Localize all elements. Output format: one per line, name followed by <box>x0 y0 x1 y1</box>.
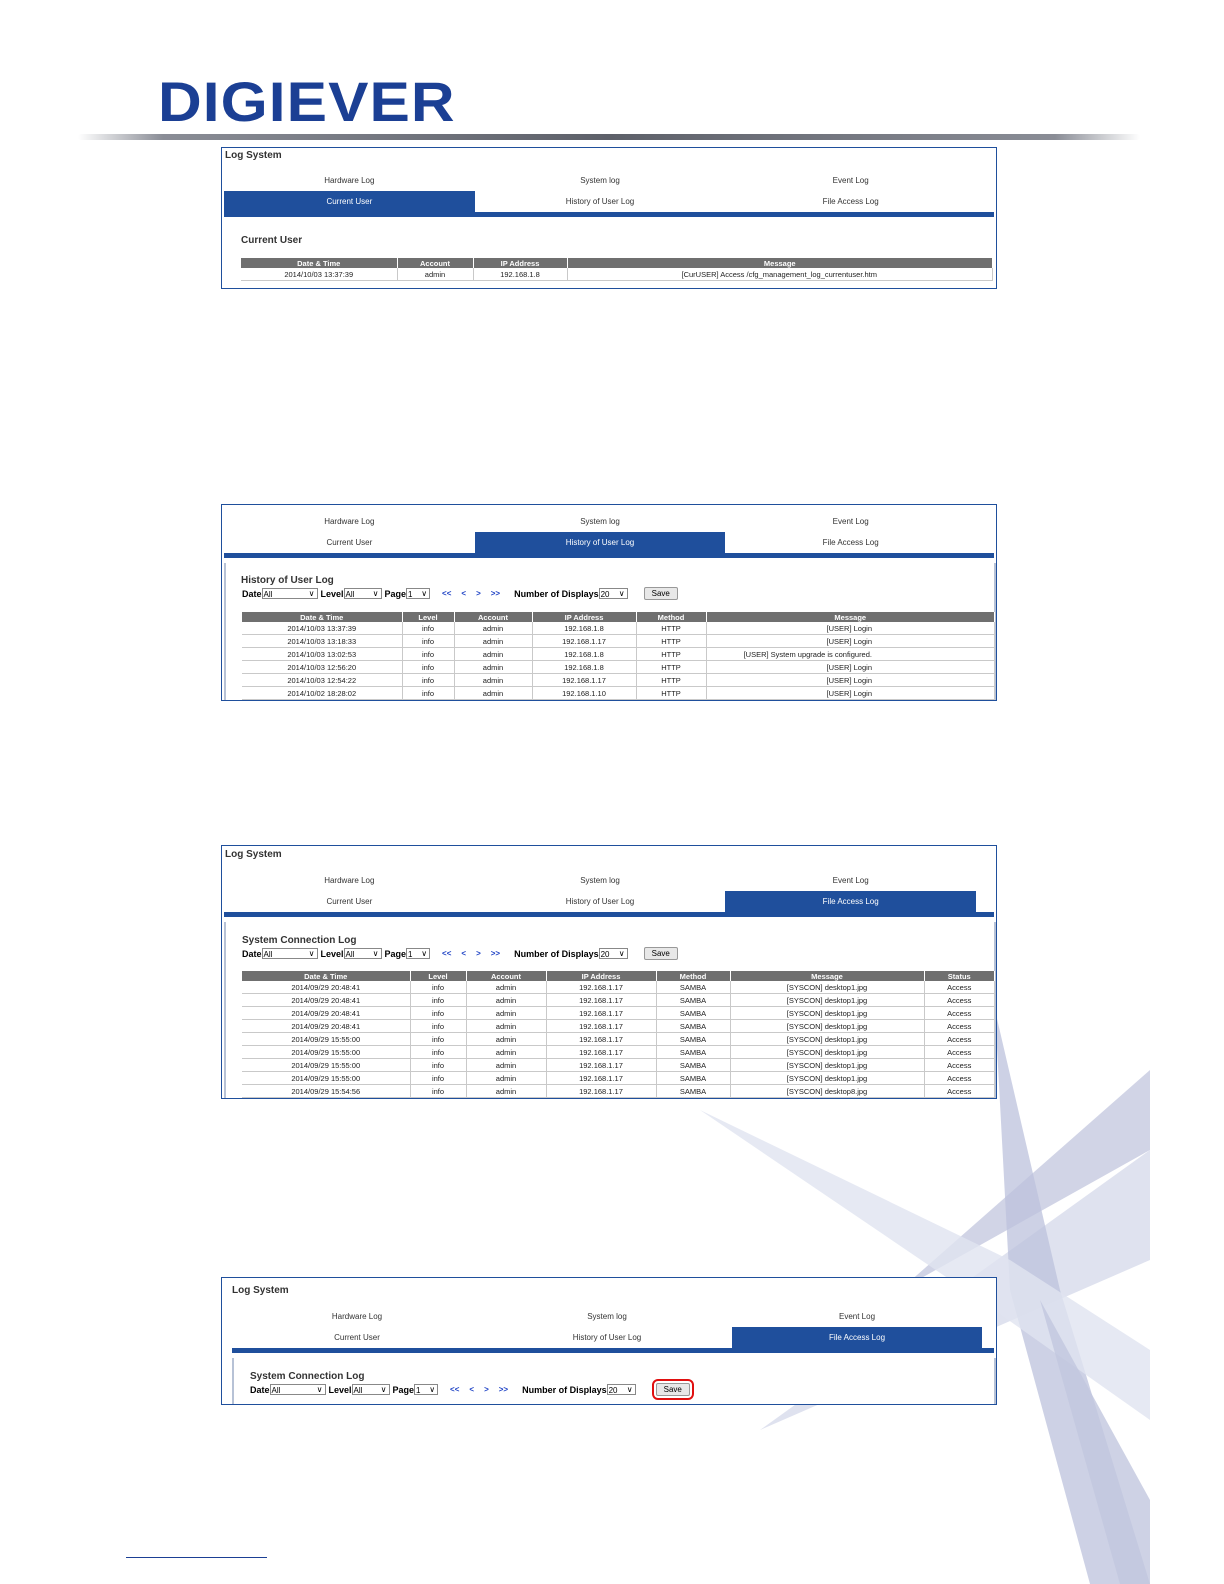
number-of-displays-select[interactable]: 20 ∨ <box>599 588 628 599</box>
table-cell: [SYSCON] desktop1.jpg <box>730 994 924 1007</box>
table-cell: 192.168.1.17 <box>546 1020 656 1033</box>
table-cell: 192.168.1.17 <box>546 1085 656 1098</box>
tab-event-log[interactable]: Event Log <box>832 176 869 185</box>
table-cell: info <box>410 1072 466 1085</box>
table-row <box>241 268 993 281</box>
date-label: Date <box>242 588 262 599</box>
table-cell: admin <box>454 687 532 700</box>
level-label: Level <box>320 588 344 599</box>
table-cell: info <box>410 981 466 994</box>
table-cell: info <box>402 648 454 661</box>
section-title: Current User <box>241 235 303 246</box>
table-cell: info <box>410 994 466 1007</box>
table-cell: admin <box>466 1059 546 1072</box>
tab-history-of-user-log[interactable]: History of User Log <box>475 532 726 553</box>
table-cell: [CurUSER] Access /cfg_management_log_currentuser.htm <box>567 268 993 281</box>
table-cell: 2014/10/03 13:02:53 <box>242 648 402 661</box>
column-header: Message <box>567 258 993 268</box>
panel-title: Log System <box>225 849 282 860</box>
page-select[interactable]: 1 ∨ <box>406 588 430 599</box>
table-cell: [SYSCON] desktop1.jpg <box>730 1007 924 1020</box>
number-of-displays-select[interactable]: 20 ∨ <box>607 1384 636 1395</box>
column-header: IP Address <box>546 971 656 981</box>
table-cell: 192.168.1.17 <box>546 1059 656 1072</box>
column-header: Status <box>924 971 995 981</box>
table-cell: SAMBA <box>656 1033 730 1046</box>
table-cell: HTTP <box>636 661 706 674</box>
table-row <box>242 1059 995 1072</box>
tab-current-user[interactable]: Current User <box>326 538 373 547</box>
table-cell: admin <box>454 648 532 661</box>
table-cell: 192.168.1.8 <box>532 622 636 635</box>
table-cell: info <box>410 1020 466 1033</box>
tab-hardware-log[interactable]: Hardware Log <box>324 517 375 526</box>
table-cell: Access <box>924 1020 995 1033</box>
table-cell: [SYSCON] desktop8.jpg <box>730 1085 924 1098</box>
panel-title: Log System <box>232 1285 289 1296</box>
table-cell: Access <box>924 1085 995 1098</box>
table-cell: info <box>410 1033 466 1046</box>
table-cell: admin <box>454 674 532 687</box>
table-cell: info <box>402 635 454 648</box>
level-label: Level <box>328 1384 352 1395</box>
column-header: Date & Time <box>242 612 402 622</box>
column-header: Level <box>402 612 454 622</box>
table-cell: admin <box>466 1046 546 1059</box>
table-cell: [USER] System upgrade is configured. <box>706 648 995 661</box>
column-header: Level <box>410 971 466 981</box>
table-row <box>242 1085 995 1098</box>
column-header: IP Address <box>473 258 567 268</box>
table-cell: [SYSCON] desktop1.jpg <box>730 981 924 994</box>
table-cell: 2014/09/29 15:55:00 <box>242 1059 410 1072</box>
table-cell: info <box>402 687 454 700</box>
tab-hardware-log[interactable]: Hardware Log <box>324 176 375 185</box>
table-cell: admin <box>454 661 532 674</box>
table-cell: [SYSCON] desktop1.jpg <box>730 1046 924 1059</box>
table-cell: 192.168.1.17 <box>532 674 636 687</box>
tab-bar <box>224 170 976 217</box>
table-cell: [SYSCON] desktop1.jpg <box>730 1072 924 1085</box>
tab-underline-bar <box>224 912 994 917</box>
table-cell: info <box>402 622 454 635</box>
number-of-displays-label: Number of Displays <box>514 948 599 959</box>
tab-current-user[interactable]: Current User <box>224 191 475 212</box>
date-select[interactable]: All ∨ <box>270 1384 326 1395</box>
tab-event-log[interactable]: Event Log <box>832 517 869 526</box>
table-cell: [USER] Login <box>706 635 995 648</box>
table-cell: info <box>402 674 454 687</box>
column-header: Account <box>466 971 546 981</box>
tab-hardware-log[interactable]: Hardware Log <box>324 876 375 885</box>
table-cell: Access <box>924 1033 995 1046</box>
tab-bar <box>224 870 976 917</box>
table-cell: admin <box>466 981 546 994</box>
table-cell: SAMBA <box>656 1072 730 1085</box>
table-cell: SAMBA <box>656 1085 730 1098</box>
tab-file-access-log[interactable]: File Access Log <box>732 1327 982 1348</box>
column-header: Date & Time <box>242 971 410 981</box>
table-row <box>242 1007 995 1020</box>
table-cell: SAMBA <box>656 1059 730 1072</box>
panel-title: Log System <box>225 150 282 161</box>
table-cell: SAMBA <box>656 1046 730 1059</box>
tab-bar <box>232 1306 982 1353</box>
table-cell: 2014/09/29 15:55:00 <box>242 1046 410 1059</box>
table-cell: 2014/09/29 15:54:56 <box>242 1085 410 1098</box>
table-cell: info <box>410 1085 466 1098</box>
save-button-highlighted[interactable]: Save <box>656 1383 690 1396</box>
log-panel-current-user <box>221 147 997 289</box>
date-select[interactable]: All ∨ <box>262 948 318 959</box>
table-row <box>242 981 995 994</box>
tab-system-log[interactable]: System log <box>580 517 620 526</box>
table-cell: Access <box>924 1046 995 1059</box>
table-cell: 2014/10/03 12:54:22 <box>242 674 402 687</box>
table-cell: admin <box>454 635 532 648</box>
filter-controls <box>250 1383 690 1396</box>
column-header: Account <box>454 612 532 622</box>
section-title: System Connection Log <box>242 935 357 946</box>
table-cell: HTTP <box>636 674 706 687</box>
table-cell: 2014/09/29 20:48:41 <box>242 1007 410 1020</box>
table-cell: admin <box>397 268 473 281</box>
column-header: Date & Time <box>241 258 397 268</box>
column-header: Message <box>730 971 924 981</box>
table-cell: 192.168.1.8 <box>532 661 636 674</box>
table-cell: 2014/09/29 20:48:41 <box>242 1020 410 1033</box>
date-label: Date <box>242 948 262 959</box>
table-cell: admin <box>466 1007 546 1020</box>
table-cell: info <box>410 1046 466 1059</box>
save-button[interactable]: Save <box>644 947 678 960</box>
date-label: Date <box>250 1384 270 1395</box>
table-cell: 192.168.1.8 <box>532 648 636 661</box>
section-title: System Connection Log <box>250 1371 365 1382</box>
level-select[interactable]: All ∨ <box>352 1384 390 1395</box>
first-page-link[interactable]: << <box>442 589 452 598</box>
tab-underline-bar <box>224 212 994 217</box>
next-page-link[interactable]: > <box>476 949 481 958</box>
last-page-link[interactable]: >> <box>490 949 501 958</box>
table-cell: 192.168.1.8 <box>473 268 567 281</box>
current-user-table <box>241 258 993 281</box>
column-header: IP Address <box>532 612 636 622</box>
tab-hardware-log[interactable]: Hardware Log <box>331 1312 383 1321</box>
prev-page-link[interactable]: < <box>461 589 467 598</box>
log-panel-file-access <box>221 845 997 1099</box>
tab-file-access-log[interactable]: File Access Log <box>822 197 879 206</box>
tab-event-log[interactable]: Event Log <box>838 1312 876 1321</box>
table-row <box>242 994 995 1007</box>
page-label: Page <box>384 948 407 959</box>
next-page-link[interactable]: > <box>484 1385 489 1394</box>
table-cell: 2014/10/03 13:18:33 <box>242 635 402 648</box>
tab-history-of-user-log[interactable]: History of User Log <box>572 1333 642 1342</box>
table-cell: admin <box>466 1033 546 1046</box>
table-cell: 192.168.1.17 <box>546 981 656 994</box>
column-header: Message <box>706 612 995 622</box>
filter-controls <box>242 587 678 600</box>
table-cell: admin <box>466 1072 546 1085</box>
table-cell: 192.168.1.17 <box>546 1007 656 1020</box>
table-cell: Access <box>924 1007 995 1020</box>
tab-event-log[interactable]: Event Log <box>832 876 869 885</box>
table-cell: SAMBA <box>656 981 730 994</box>
table-cell: [SYSCON] desktop1.jpg <box>730 1033 924 1046</box>
table-cell: 2014/10/03 13:37:39 <box>241 268 397 281</box>
table-cell: [USER] Login <box>706 687 995 700</box>
table-cell: admin <box>466 1020 546 1033</box>
table-cell: 2014/09/29 15:55:00 <box>242 1033 410 1046</box>
table-cell: admin <box>466 994 546 1007</box>
table-cell: admin <box>454 622 532 635</box>
table-cell: 2014/09/29 20:48:41 <box>242 994 410 1007</box>
tab-file-access-log[interactable]: File Access Log <box>822 538 879 547</box>
table-cell: Access <box>924 1072 995 1085</box>
table-row <box>242 622 995 635</box>
level-select[interactable]: All ∨ <box>344 588 382 599</box>
page-label: Page <box>392 1384 415 1395</box>
table-row <box>242 1046 995 1059</box>
table-row <box>242 674 995 687</box>
table-cell: info <box>410 1059 466 1072</box>
last-page-link[interactable]: >> <box>490 589 501 598</box>
page-label: Page <box>384 588 407 599</box>
column-header: Account <box>397 258 473 268</box>
table-cell: [USER] Login <box>706 661 995 674</box>
table-cell: 2014/10/02 18:28:02 <box>242 687 402 700</box>
number-of-displays-label: Number of Displays <box>522 1384 607 1395</box>
number-of-displays-select[interactable]: 20 ∨ <box>599 948 628 959</box>
table-cell: 2014/10/03 12:56:20 <box>242 661 402 674</box>
column-header: Method <box>636 612 706 622</box>
table-cell: HTTP <box>636 622 706 635</box>
tab-history-of-user-log[interactable]: History of User Log <box>565 197 635 206</box>
column-header: Method <box>656 971 730 981</box>
table-cell: 192.168.1.17 <box>546 1046 656 1059</box>
table-row <box>242 661 995 674</box>
tab-history-of-user-log[interactable]: History of User Log <box>565 897 635 906</box>
table-cell: 192.168.1.17 <box>546 994 656 1007</box>
log-panel-save-highlight <box>221 1277 997 1405</box>
table-row <box>242 687 995 700</box>
level-label: Level <box>320 948 344 959</box>
tab-system-log[interactable]: System log <box>580 176 620 185</box>
table-cell: [SYSCON] desktop1.jpg <box>730 1020 924 1033</box>
tab-system-log[interactable]: System log <box>587 1312 627 1321</box>
tab-underline-bar <box>224 553 994 558</box>
page-select[interactable]: 1 ∨ <box>406 948 430 959</box>
tab-current-user[interactable]: Current User <box>326 897 373 906</box>
table-row <box>242 1033 995 1046</box>
table-cell: Access <box>924 1059 995 1072</box>
footer-link-underline <box>126 1557 267 1558</box>
prev-page-link[interactable]: < <box>461 949 467 958</box>
table-cell: 2014/09/29 15:55:00 <box>242 1072 410 1085</box>
table-row <box>242 648 995 661</box>
history-of-user-log-table <box>242 612 995 700</box>
tab-system-log[interactable]: System log <box>580 876 620 885</box>
table-cell: HTTP <box>636 687 706 700</box>
table-cell: SAMBA <box>656 1020 730 1033</box>
table-cell: 192.168.1.17 <box>546 1072 656 1085</box>
table-cell: 192.168.1.17 <box>546 1033 656 1046</box>
table-row <box>242 635 995 648</box>
digiever-logo: DIGIEVER <box>158 70 456 133</box>
tab-bar <box>224 511 976 558</box>
next-page-link[interactable]: > <box>476 589 481 598</box>
table-cell: Access <box>924 994 995 1007</box>
tab-file-access-log[interactable]: File Access Log <box>725 891 976 912</box>
table-cell: [USER] Login <box>706 622 995 635</box>
tab-underline-bar <box>232 1348 994 1353</box>
first-page-link[interactable]: << <box>450 1385 460 1394</box>
system-connection-log-table <box>242 971 995 1098</box>
table-cell: SAMBA <box>656 1007 730 1020</box>
first-page-link[interactable]: << <box>442 949 452 958</box>
header-divider <box>78 134 1140 140</box>
table-row <box>242 1020 995 1033</box>
table-cell: HTTP <box>636 648 706 661</box>
section-title: History of User Log <box>241 575 334 586</box>
table-row <box>242 1072 995 1085</box>
table-cell: Access <box>924 981 995 994</box>
table-cell: admin <box>466 1085 546 1098</box>
table-cell: SAMBA <box>656 994 730 1007</box>
table-cell: [USER] Login <box>706 674 995 687</box>
tab-current-user[interactable]: Current User <box>334 1333 380 1342</box>
page-select[interactable]: 1 ∨ <box>414 1384 438 1395</box>
log-panel-history <box>221 504 997 701</box>
table-cell: 2014/09/29 20:48:41 <box>242 981 410 994</box>
table-cell: 192.168.1.17 <box>532 635 636 648</box>
date-select[interactable]: All ∨ <box>262 588 318 599</box>
table-cell: HTTP <box>636 635 706 648</box>
last-page-link[interactable]: >> <box>498 1385 509 1394</box>
prev-page-link[interactable]: < <box>469 1385 475 1394</box>
table-cell: info <box>410 1007 466 1020</box>
level-select[interactable]: All ∨ <box>344 948 382 959</box>
table-cell: info <box>402 661 454 674</box>
table-cell: 2014/10/03 13:37:39 <box>242 622 402 635</box>
save-button[interactable]: Save <box>644 587 678 600</box>
table-cell: [SYSCON] desktop1.jpg <box>730 1059 924 1072</box>
table-cell: 192.168.1.10 <box>532 687 636 700</box>
number-of-displays-label: Number of Displays <box>514 588 599 599</box>
filter-controls <box>242 947 678 960</box>
